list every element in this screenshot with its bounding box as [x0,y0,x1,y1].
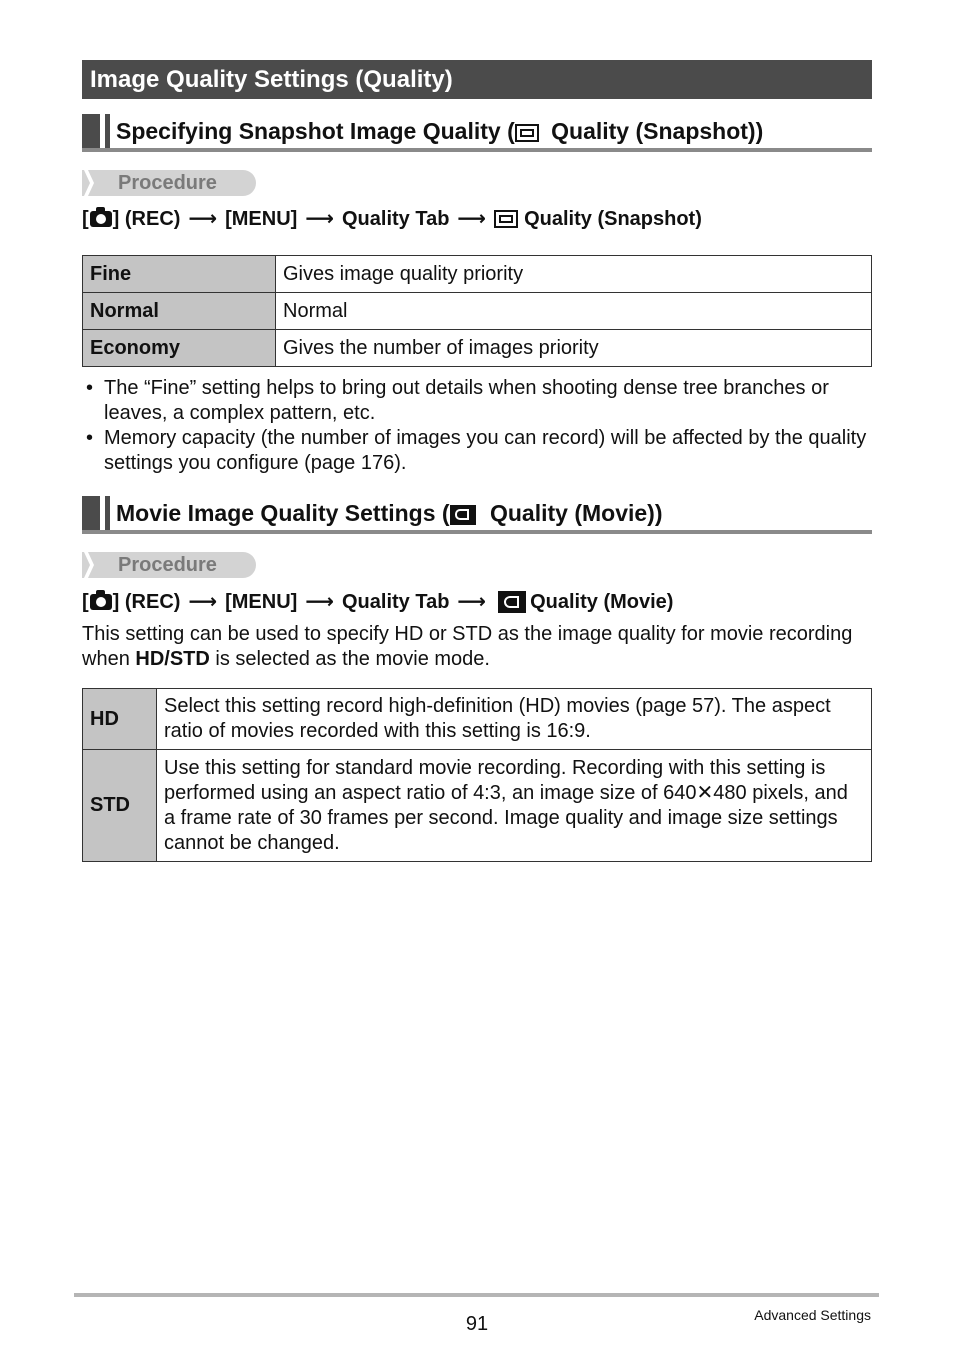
snapshot-quality-icon [515,124,539,142]
heading-marker-thin [105,114,110,152]
intro-text-end: is selected as the movie mode. [209,648,490,670]
chevron-right-icon [84,170,94,196]
intro-bold: HD/STD [135,648,210,670]
bullet-icon: • [86,377,94,399]
arrow-right-icon: ⟶ [305,590,334,613]
snapshot-quality-icon [494,210,518,228]
table-key: HD [83,689,157,750]
path-menu: [MENU] [225,590,298,613]
table-row [83,750,872,862]
heading-suffix: Quality (Movie)) [483,500,663,526]
snapshot-quality-table [82,255,872,367]
table-value: Use this setting for standard movie recording. Recording with this setting is performed using an aspect ratio of 4:3, an image size of 640✕480 pixels, and a frame rate of 30 frames per second. Image quality and image size settings cannot be changed. [157,750,872,862]
heading-marker [82,114,100,152]
table-row [83,256,872,293]
heading-marker [82,496,100,534]
footer-section-name: Advanced Settings [754,1307,871,1323]
list-item [82,426,872,476]
arrow-right-icon: ⟶ [457,207,487,230]
movie-quality-icon [498,591,526,613]
procedure-path-snapshot [82,204,702,232]
bullet-icon: • [86,427,94,449]
heading-prefix: Movie Image Quality Settings ( [116,500,450,526]
camera-icon [90,211,112,227]
arrow-right-icon: ⟶ [188,207,218,230]
table-value: Gives the number of images priority [276,330,872,367]
path-rec: ] (REC) [112,590,181,613]
path-rec: ] (REC) [112,207,181,230]
procedure-label: Procedure [118,172,217,194]
table-key: Normal [83,293,276,330]
arrow-right-icon: ⟶ [188,590,218,613]
list-item-text: Memory capacity (the number of images you can record) will be affected by the quality settings you configure (page 176). [104,427,867,474]
heading-prefix: Specifying Snapshot Image Quality ( [116,118,515,144]
bracket-open: [ [82,207,89,230]
procedure-path-movie [82,587,673,615]
notes-list [82,376,872,476]
path-tab: Quality Tab [342,207,450,230]
movie-quality-table [82,688,872,862]
heading-text [116,496,662,530]
table-row [83,330,872,367]
arrow-right-icon: ⟶ [305,207,334,230]
path-target: Quality (Movie) [530,590,674,613]
table-value: Gives image quality priority [276,256,872,293]
intro-text: This setting can be used to specify HD or STD as the image quality for movie recording when [82,623,853,670]
section-heading-snapshot [82,114,872,152]
procedure-label: Procedure [118,554,217,576]
path-menu: [MENU] [225,207,298,230]
procedure-badge [82,552,256,578]
path-tab: Quality Tab [342,590,450,613]
heading-suffix: Quality (Snapshot)) [544,118,764,144]
table-value: Select this setting record high-definition (HD) movies (page 57). The aspect ratio of movies recorded with this setting is 16:9. [157,689,872,750]
chevron-right-icon [84,552,94,578]
table-key: Fine [83,256,276,293]
table-row [83,293,872,330]
page-number: 91 [465,1313,489,1335]
procedure-badge [82,170,256,196]
page-title: Image Quality Settings (Quality) [82,60,872,99]
table-key: Economy [83,330,276,367]
table-row [83,689,872,750]
heading-marker-thin [105,496,110,534]
heading-underline [82,148,872,152]
list-item [82,376,872,426]
table-key: STD [83,750,157,862]
bracket-open: [ [82,590,89,613]
movie-quality-icon [450,505,476,525]
section-heading-movie [82,496,872,534]
arrow-right-icon: ⟶ [457,590,487,613]
path-target: Quality (Snapshot) [524,207,702,230]
heading-underline [82,530,872,534]
list-item-text: The “Fine” setting helps to bring out details when shooting dense tree branches or leaves, a complex pattern, etc. [104,377,829,424]
footer-divider [74,1293,879,1297]
camera-icon [90,594,112,610]
table-value: Normal [276,293,872,330]
movie-intro-paragraph [82,622,872,672]
heading-text [116,114,763,148]
